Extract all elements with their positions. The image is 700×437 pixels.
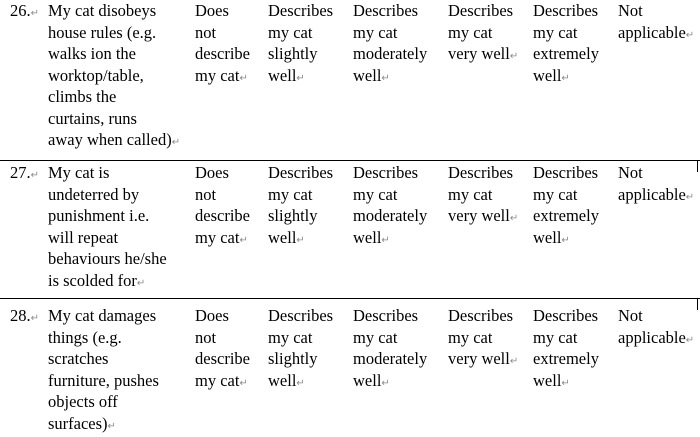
option-very-well: Describes my cat very well↵	[448, 306, 519, 368]
paragraph-mark: ↵	[296, 377, 305, 389]
paragraph-mark: ↵	[171, 137, 181, 148]
paragraph-mark: ↵	[561, 72, 570, 84]
option-extremely-well: Describes my cat extremely well↵	[533, 163, 599, 247]
item-statement: My cat is undeterred by punishment i.e. will repeat behaviours he/she is scolded for↵	[48, 163, 167, 290]
option-not-applicable: Not applicable↵	[618, 163, 695, 204]
table-row	[0, 305, 700, 435]
paragraph-mark: ↵	[296, 234, 305, 246]
paragraph-mark: ↵	[561, 377, 570, 389]
option-extremely-well: Describes my cat extremely well↵	[533, 1, 599, 85]
paragraph-mark: ↵	[509, 51, 519, 62]
item-statement: My cat damages things (e.g. scratches furniture, pushes objects off surfaces)↵	[48, 306, 159, 433]
option-slightly-well: Describes my cat slightly well↵	[268, 163, 334, 247]
paragraph-mark: ↵	[30, 8, 40, 19]
paragraph-mark: ↵	[381, 72, 390, 84]
option-not-applicable: Not applicable↵	[618, 306, 695, 347]
paragraph-mark: ↵	[509, 213, 519, 224]
option-not-applicable: Not applicable↵	[618, 1, 695, 42]
paragraph-mark: ↵	[239, 234, 248, 246]
paragraph-mark: ↵	[296, 72, 305, 84]
paragraph-mark: ↵	[30, 170, 40, 181]
paragraph-mark: ↵	[509, 356, 519, 367]
paragraph-mark: ↵	[30, 313, 40, 324]
paragraph-mark: ↵	[107, 420, 116, 432]
option-very-well: Describes my cat very well↵	[448, 163, 519, 225]
paragraph-mark: ↵	[561, 234, 570, 246]
row-divider	[0, 160, 700, 161]
paragraph-mark: ↵	[381, 234, 390, 246]
option-does-not-describe: Does not describe my cat↵	[195, 1, 250, 85]
paragraph-mark: ↵	[239, 72, 248, 84]
option-moderately-well: Describes my cat moderately well↵	[353, 306, 428, 390]
option-very-well: Describes my cat very well↵	[448, 1, 519, 63]
item-number: 27.↵	[10, 163, 40, 182]
option-moderately-well: Describes my cat moderately well↵	[353, 1, 428, 85]
paragraph-mark: ↵	[381, 377, 390, 389]
paragraph-mark: ↵	[685, 334, 695, 346]
paragraph-mark: ↵	[685, 29, 695, 41]
item-statement: My cat disobeys house rules (e.g. walks ion the worktop/table, climbs the curtains, runs away when called)↵	[48, 1, 181, 149]
row-divider	[0, 298, 700, 299]
item-number: 28.↵	[10, 306, 40, 325]
item-number: 26.↵	[10, 1, 40, 20]
option-slightly-well: Describes my cat slightly well↵	[268, 1, 334, 85]
option-slightly-well: Describes my cat slightly well↵	[268, 306, 334, 390]
option-moderately-well: Describes my cat moderately well↵	[353, 163, 428, 247]
option-does-not-describe: Does not describe my cat↵	[195, 163, 250, 247]
table-row	[0, 162, 700, 297]
table-row	[0, 0, 700, 160]
paragraph-mark: ↵	[685, 191, 695, 203]
option-does-not-describe: Does not describe my cat↵	[195, 306, 250, 390]
option-extremely-well: Describes my cat extremely well↵	[533, 306, 599, 390]
paragraph-mark: ↵	[239, 377, 248, 389]
paragraph-mark: ↵	[136, 277, 146, 289]
